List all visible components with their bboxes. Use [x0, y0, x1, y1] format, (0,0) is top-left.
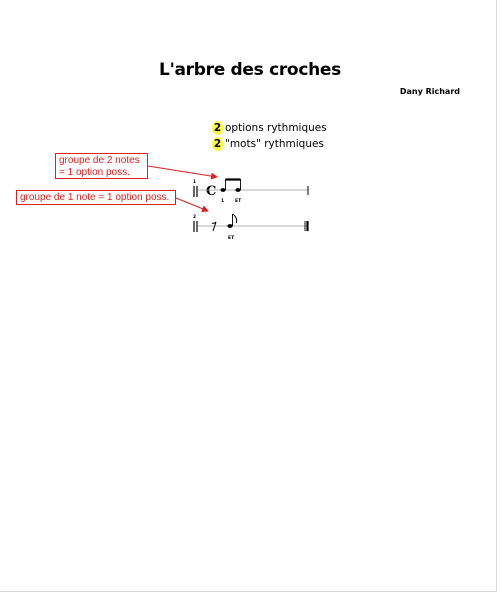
eighth-note — [227, 224, 232, 228]
eighth-rest — [212, 222, 216, 231]
highlighted-number: 2 — [213, 138, 222, 150]
annotation-line: groupe de 2 notes — [59, 155, 140, 166]
rhythm-syllable: ET — [235, 199, 242, 204]
staff-1 — [193, 179, 308, 204]
callout-arrow — [148, 166, 217, 177]
annotation-line: = 1 option poss. — [59, 167, 130, 178]
annotation-line: groupe de 1 note = 1 option poss. — [20, 192, 170, 203]
rhythm-syllable: ET — [228, 236, 235, 241]
callout-arrow — [176, 198, 208, 211]
highlighted-number: 2 — [213, 122, 222, 134]
measure-number: 1 — [193, 180, 197, 185]
subtitle-text: "mots" rythmiques — [225, 138, 324, 150]
note-flag — [233, 214, 237, 223]
subtitle-text: options rythmiques — [225, 122, 327, 134]
measure-number: 2 — [193, 215, 197, 220]
annotation-callout — [55, 153, 148, 179]
composer-name: Dany Richard — [399, 87, 460, 96]
rhythm-syllable: 1 — [221, 199, 225, 204]
eighth-note — [220, 188, 225, 192]
annotation-callout — [16, 190, 176, 205]
time-signature: C — [206, 184, 217, 199]
page-title: L'arbre des croches — [159, 60, 341, 80]
staff-2 — [193, 214, 308, 241]
eighth-note — [235, 188, 240, 192]
